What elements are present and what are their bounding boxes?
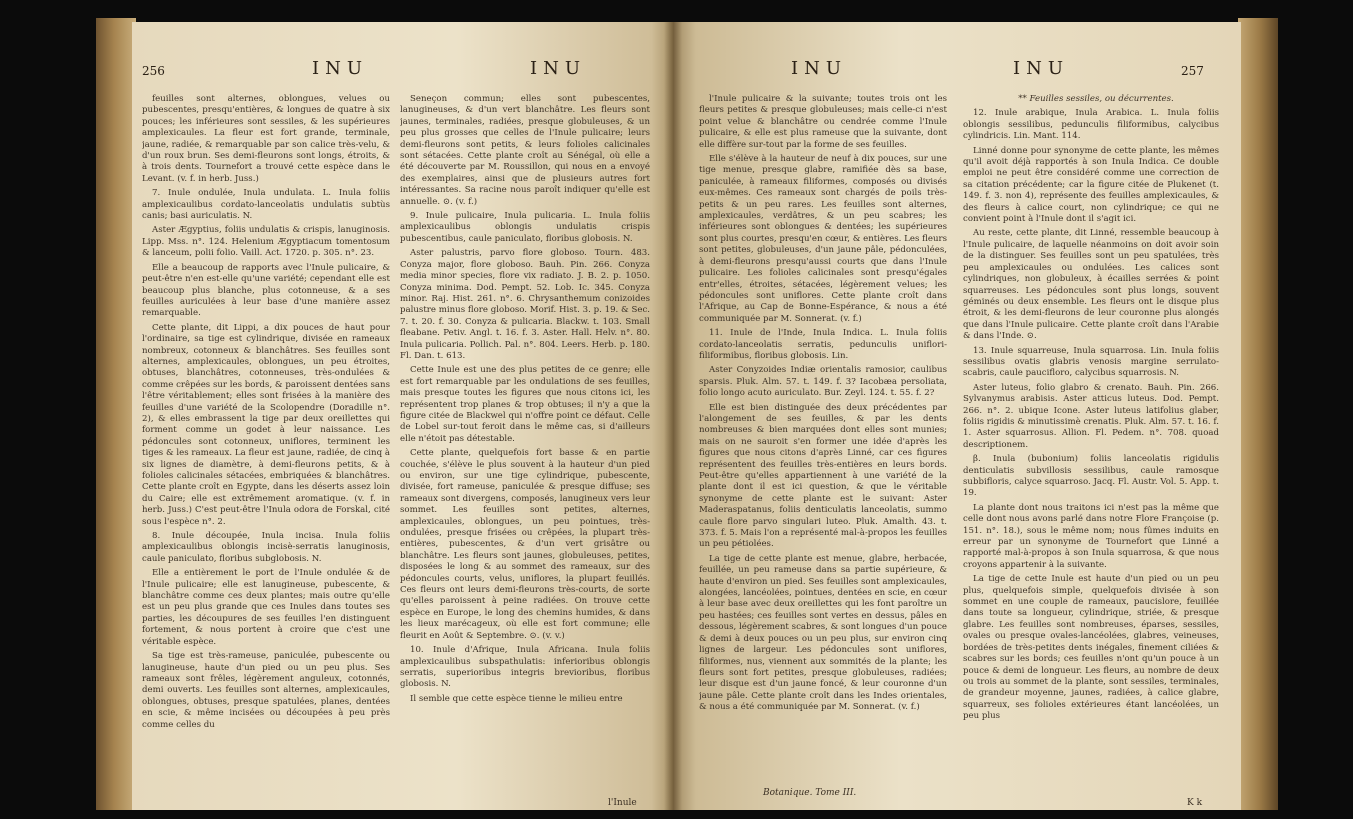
left-page-edges	[96, 18, 136, 810]
right-page-number: 257	[1181, 64, 1204, 78]
paragraph: Elle a entièrement le port de l'Inule ondulée & de l'Inule pulicaire; elle est lanugineuse, pubescente, & blanchâtre comme ces deux plantes; mais outre qu'elle est un peu plus grande que ces Inules dans toutes ses parties, les découpures de ses feuilles l'en distinguent fortement, & nous portent à croire que c'est une véritable espèce.	[142, 568, 390, 647]
paragraph: Elle s'élève à la hauteur de neuf à dix pouces, sur une tige menue, presque glabre, ramifiée dès sa base, paniculée, à rameaux filiformes, composés ou divisés eux-mêmes. Ces rameaux sont chargés de poils très-petits & un peu rares. Les feuilles sont alternes, amplexicaules, verdâtres, & un peu scabres; les inférieures sont oblongues & dentées; les supérieures sont plus courtes, presqu'en cœur, & entières. Les fleurs sont petites, globuleuses, d'un jaune pâle, pédonculées, à demi-fleurons presqu'aussi courts que dans l'Inule pulicaire. Les folioles calicinales sont presqu'égales entr'elles, étroites, sétacées, légèrement velues; les pédoncules sont uniflores. Cette plante croît dans l'Afrique, au Cap de Bonne-Espérance, & nous a été communiquée par M. Sonnerat. (v. f.)	[699, 154, 947, 324]
paragraph: 11. Inule de l'Inde, Inula Indica. L. Inula foliis cordato-lanceolatis serratis, pedunculis uniflori-filiformibus, floribus globosis. Lin.	[699, 328, 947, 361]
paragraph: Aster Ægyptius, foliis undulatis & crispis, lanuginosis. Lipp. Mss. n°. 124. Helenium Ægyptiacum tomentosum & lanceum, polii folio. Vaill. Act. 1720. p. 305. n°. 23.	[142, 225, 390, 259]
right-running-head-1: INU	[791, 58, 848, 79]
paragraph: Elle a beaucoup de rapports avec l'Inule pulicaire, & peut-être n'en est-elle qu'une variété; cependant elle est beaucoup plus blanche, plus cotonneuse, & a ses feuilles auriculées à leur base d'une manière assez remarquable.	[142, 262, 390, 319]
paragraph: 8. Inule découpée, Inula incisa. Inula foliis amplexicaulibus oblongis incisè-serratis lanuginosis, caule paniculato, floribus subglobosis. N.	[142, 531, 390, 564]
left-column-2	[400, 94, 650, 794]
left-page-number: 256	[142, 64, 165, 78]
book-gutter	[664, 22, 682, 810]
paragraph: Seneçon commun; elles sont pubescentes, lanugineuses, & d'un vert blanchâtre. Les fleurs sont jaunes, terminales, radiées, presque globuleuses, & un peu plus grosses que celles de l'Inule pulicaire; leurs demi-fleurons sont petits, & leurs folioles calicinales sont sétacées. Cette plante croît au Sénégal, où elle a été découverte par M. Roussillon, qui nous en a envoyé des exemplaires, ainsi que de plusieurs autres fort intéressantes. Sa racine nous paroît indiquer qu'elle est annuelle. ⊙. (v. f.)	[400, 94, 650, 207]
paragraph: 10. Inule d'Afrique, Inula Africana. Inula foliis amplexicaulibus subspathulatis: inferioribus oblongis serratis, superioribus integris brevioribus, floribus globosis. N.	[400, 645, 650, 690]
paragraph: La plante dont nous traitons ici n'est pas la même que celle dont nous avons parlé dans notre Flore Françoise (p. 151. n°. 18.), sous le même nom; nous fûmes induits en erreur par un synonyme de Tournefort que Linné a rapporté mal-à-propos à son Inula squarrosa, & que nous croyons appartenir à la suivante.	[963, 502, 1219, 570]
section-heading: ** Feuilles sessiles, ou décurrentes.	[1018, 94, 1174, 104]
paragraph: Au reste, cette plante, dit Linné, ressemble beaucoup à l'Inule pulicaire, de laquelle néanmoins on doit avoir soin de la distinguer. Ses feuilles sont un peu spatulées, très peu amplexicaules ou ondulées. Les calices sont cylindriques, non globuleux, à écailles serrées & point squarreuses. Les pédoncules sont plus longs, souvent géminés ou deux ensemble. Les fleurs ont le disque plus étroit, & les demi-fleurons de leur couronne plus alongés que dans l'Inule pulicaire. Cette plante croît dans l'Arabie & dans l'Inde. ⊙.	[963, 228, 1219, 342]
paragraph: Linné donne pour synonyme de cette plante, les mêmes qu'il avoit déjà rapportés à son Inula Indica. Ce double emploi ne peut être considéré comme une correction de sa citation précédente; car la figure citée de Plukenet (t. 149. f. 3. non 4), représente des feuilles amplexicaules, & des fleurs à calice court, non cylindrique; ce qui ne convient point à l'Inule dont il s'agit ici.	[963, 145, 1219, 225]
volume-footer: Botanique. Tome III.	[763, 788, 857, 798]
right-page	[673, 22, 1241, 810]
paragraph: Cette Inule est une des plus petites de ce genre; elle est fort remarquable par les ondulations de ses feuilles, mais presque toutes les figures que nous citons ici, les représentent trop planes & trop obtuses; il n'y a que la figure citée de Blackwel qui n'offre point ce défaut. Celle de Lobel sur-tout feroit dans le même cas, si d'ailleurs elle n'étoit pas détestable.	[400, 365, 650, 444]
paragraph: 12. Inule arabique, Inula Arabica. L. Inula foliis oblongis sessilibus, pedunculis filiformibus, calycibus cylindricis. Lin. Mant. 114.	[963, 108, 1219, 142]
paragraph: Aster Conyzoides Indiæ orientalis ramosior, caulibus sparsis. Pluk. Alm. 57. t. 149. f. 3? Iacobæa persoliata, folio longo acuto auriculato. Bur. Zeyl. 124. t. 55. f. 2?	[699, 365, 947, 399]
right-running-head-2: INU	[1013, 58, 1070, 79]
left-page	[132, 22, 673, 810]
left-column-1	[142, 94, 390, 806]
catchword: l'Inule	[608, 798, 637, 808]
right-column-1	[699, 94, 947, 782]
paragraph: La tige de cette Inule est haute d'un pied ou un peu plus, quelquefois simple, quelquefois divisée à son sommet en une couple de rameaux, paucislore, feuillée dans toute sa longueur, cylindrique, striée, & presque glabre. Les feuilles sont nombreuses, éparses, sessiles, ovales ou presque ovales-lancéolées, glabres, veineuses, bordées de très-petites dents inégales, finement ciliées & scabres sur les bords; ces feuilles n'ont qu'un pouce à un pouce & demi de longueur. Les fleurs, au nombre de deux ou trois au sommet de la plante, sont sessiles, terminales, de grandeur moyenne, jaunes, radiées, à calice glabre, squarreux, ses folioles extérieures étant lancéolées, un peu plus	[963, 574, 1219, 722]
paragraph: 9. Inule pulicaire, Inula pulicaria. L. Inula foliis amplexicaulibus oblongis undulatis crispis pubescentibus, caule paniculato, floribus globosis. N.	[400, 211, 650, 244]
paragraph: Sa tige est très-rameuse, paniculée, pubescente ou lanugineuse, haute d'un pied ou un peu plus. Ses rameaux sont frêles, légèrement anguleux, cotonnés, demi ouverts. Les feuilles sont alternes, amplexicaules, oblongues, obtuses, presque spatulées, planes, dentées en scie, & même incisées ou découpées à peu près comme celles du	[142, 651, 390, 730]
paragraph: Cette plante, quelquefois fort basse & en partie couchée, s'élève le plus souvent à la hauteur d'un pied ou environ, sur une tige cylindrique, pubescente, divisée, fort rameuse, paniculée & presque diffuse; ses rameaux sont divergens, composés, lanugineux vers leur sommet. Les feuilles sont petites, alternes, amplexicaules, oblongues, un peu pointues, très-ondulées, presque frisées ou crêpées, la plupart très-entières, pubescentes, & d'un vert grisâtre ou blanchâtre. Les fleurs sont jaunes, globuleuses, petites, disposées le long & au sommet des rameaux, sur des pédoncules courts, velus, uniflores, la plupart feuillés. Ces fleurs ont leurs demi-fleurons très-courts, de sorte qu'elles paroissent à peine radiées. On trouve cette espèce en Europe, le long des chemins humides, & dans les lieux marécageux, où elle est fort commune; elle fleurit en Août & Septembre. ⊙. (v. v.)	[400, 448, 650, 641]
paragraph: Il semble que cette espèce tienne le milieu entre	[410, 693, 623, 704]
paragraph: Cette plante, dit Lippi, a dix pouces de haut pour l'ordinaire, sa tige est cylindrique, divisée en rameaux nombreux, cotonneux & blanchâtres. Ses feuilles sont alternes, amplexicaules, oblongues, un peu étroites, obtuses, blanchâtres, cotonneuses, très-ondulées & comme crêpées sur les bords, & paroissent dentées sans l'être véritablement; elles sont frisées à la manière des feuilles d'une variété de la Scolopendre (Doradille n°. 2), & elles embrassent la tige par deux oreillettes qui forment comme un godet à leur naissance. Les pédoncules sont cotonneux, uniflores, terminent les tiges & les rameaux. La fleur est jaune, radiée, de cinq à six lignes de diamètre, à demi-fleurons petits, & à folioles calicinales sétacées, embriquées & blanchâtres. Cette plante croît en Egypte, dans les déserts assez loin du Caire; elle est extrêmement aromatique. (v. f. in herb. Juss.) C'est peut-être l'Inula odora de Forskal, cité sous l'espèce n°. 2.	[142, 322, 390, 527]
paragraph: 13. Inule squarreuse, Inula squarrosa. Lin. Inula foliis sessilibus ovatis glabris venosis margine serrulato-scabris, caule paucifloro, calycibus squarrosis. N.	[963, 345, 1219, 379]
paragraph: Aster palustris, parvo flore globoso. Tourn. 483. Conyza major, flore globoso. Bauh. Pin. 266. Conyza media minor species, flore vix radiato. J. B. 2. p. 1050. Conyza minima. Dod. Pempt. 52. Lob. Ic. 345. Conyza minor. Raj. Hist. 261. n°. 6. Chrysanthemum conizoides palustre minus flore globoso. Morif. Hist. 3. p. 19. & Sec. 7. t. 20. f. 30. Conyza & pulicaria. Blackw. t. 103. Small fleabane. Petiv. Angl. t. 16. f. 3. Aster. Hall. Helv. n°. 80. Inula pulicaria. Pollich. Pal. n°. 804. Leers. Herb. p. 180. Fl. Dan. t. 613.	[400, 248, 650, 361]
paragraph: Aster luteus, folio glabro & crenato. Bauh. Pin. 266. Sylvanymus arabisis. Aster atticus luteus. Dod. Pempt. 266. n°. 2. ubique Icone. Aster luteus latifolius glaber, foliis rigidis & minutissimè crenatis. Pluk. Alm. 57. t. 16. f. 1. Aster squarrosus. Allion. Fl. Pedem. n°. 708. quoad descriptionem.	[963, 382, 1219, 450]
signature-mark: K k	[1187, 798, 1203, 808]
paragraph: 7. Inule ondulée, Inula undulata. L. Inula foliis amplexicaulibus cordato-lanceolatis undulatis subtùs canis; basi auriculatis. N.	[142, 188, 390, 222]
right-column-2	[963, 94, 1219, 794]
left-running-head-1: INU	[312, 58, 369, 79]
paragraph: feuilles sont alternes, oblongues, velues ou pubescentes, presqu'entières, & longues de quatre à six pouces; les inférieures sont sessiles, & les supérieures amplexicaules. La fleur est fort grande, terminale, jaune, radiée, & remarquable par son calice très-velu, & d'un roux brun. Ses demi-fleurons sont longs, étroits, & à trois dents. Tournefort a trouvé cette espèce dans le Levant. (v. f. in herb. Juss.)	[142, 94, 390, 184]
paragraph: La tige de cette plante est menue, glabre, herbacée, feuillée, un peu rameuse dans sa partie supérieure, & haute d'environ un pied. Ses feuilles sont amplexicaules, alongées, lancéolées, pointues, dentées en scie, en cœur à leur base avec deux oreillettes qui les font paroître un peu hastées; ces feuilles sont vertes en dessus, pâles en dessous, légèrement scabres, & sont longues d'un pouce & demi à deux pouces ou un peu plus, sur environ cinq lignes de largeur. Les pédoncules sont uniflores, filiformes, nus, viennent aux sommités de la plante; les fleurs sont fort petites, presque globuleuses, radiées; leur disque est d'un jaune foncé, & leur couronne d'un jaune pâle. Cette plante croît dans les Indes orientales, & nous a été communiquée par M. Sonnerat. (v. f.)	[699, 553, 947, 713]
right-page-edges	[1238, 18, 1278, 810]
paragraph: β. Inula (bubonium) foliis lanceolatis rigidulis denticulatis subvillosis sessilibus, caule ramosque subbifloris, calyce squarroso. Jacq. Fl. Austr. Vol. 5. App. t. 19.	[963, 454, 1219, 499]
paragraph: l'Inule pulicaire & la suivante; toutes trois ont les fleurs petites & presque globuleuses; mais celle-ci n'est point velue & blanchâtre ou cendrée comme l'Inule pulicaire, & elle est plus rameuse que la suivante, dont elle diffère sur-tout par la forme de ses feuilles.	[699, 94, 947, 150]
paragraph: Elle est bien distinguée des deux précédentes par l'alongement de ses feuilles, & par les dents nombreuses & bien marquées dont elles sont munies; mais on ne sauroit s'en former une idée d'après les figures que nous citons d'après Linné, car ces figures représentent des feuilles très-entières en leurs bords. Peut-être qu'elles appartiennent à une variété de la plante dont il est ici question, & que le véritable synonyme de cette plante est le suivant: Aster Maderaspatanus, foliis denticulatis lanceolatis, summo caule flore parvo singulari luteo. Pluk. Amalth. 43. t. 373. f. 5. Mais l'on a représenté mal-à-propos les feuilles un peu pétiolées.	[699, 402, 947, 550]
left-running-head-2: INU	[530, 58, 587, 79]
